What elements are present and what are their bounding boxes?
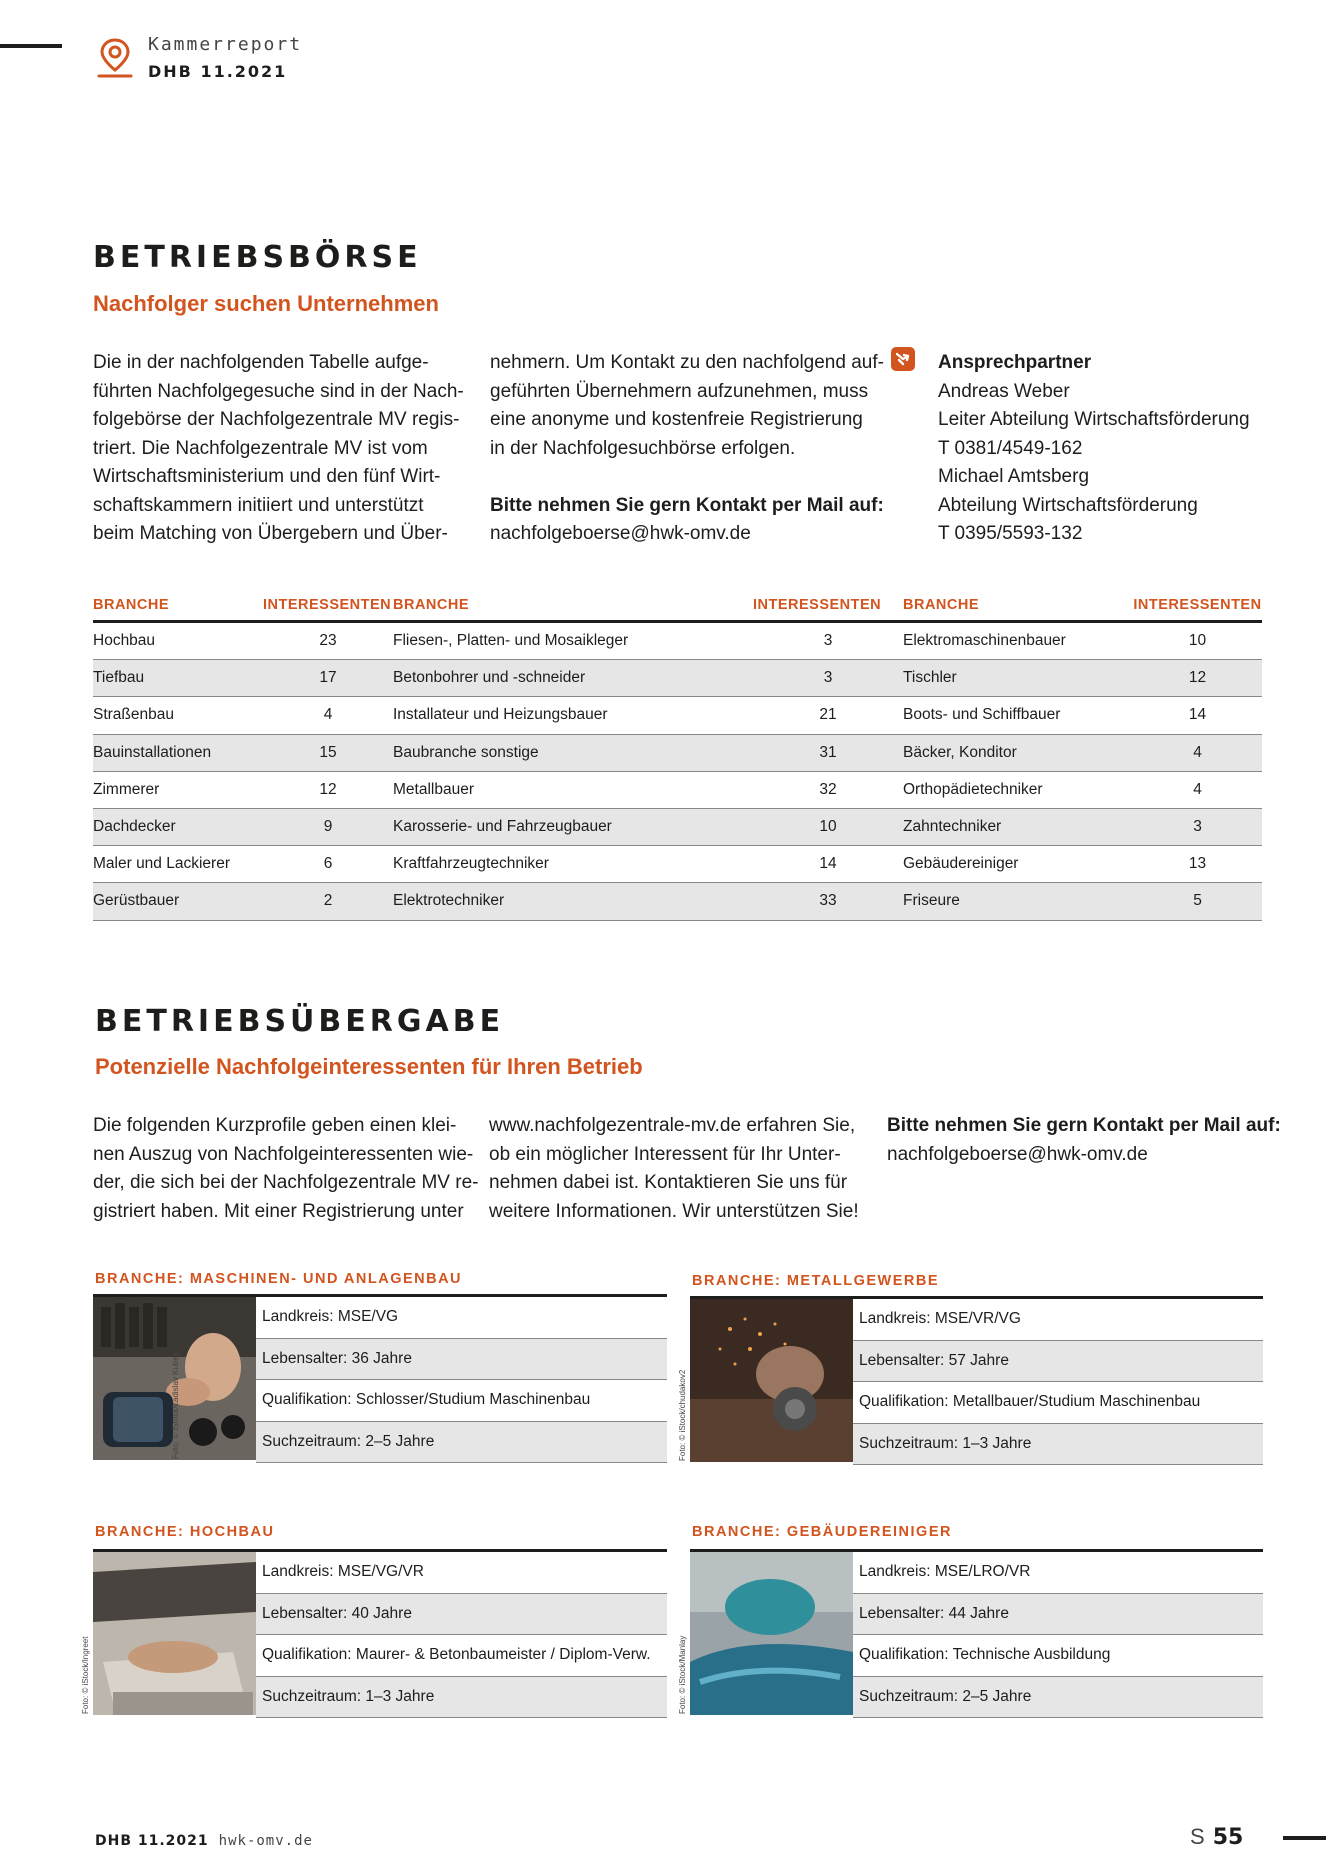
column-header: INTERESSENTEN [1133, 590, 1262, 622]
profiles-contact [887, 1112, 1281, 1169]
contact-line: T 0395/5593-132 [938, 523, 1083, 544]
column-header: INTERESSENTEN [263, 590, 393, 622]
column-header: INTERESSENTEN [753, 590, 903, 622]
interessenten-cell: 31 [753, 734, 903, 771]
table-row [93, 622, 1262, 660]
branche-cell: Gebäudereiniger [903, 846, 1133, 883]
branche-cell: Installateur und Heizungsbauer [393, 697, 753, 734]
profile-field: Landkreis: MSE/VR/VG [853, 1299, 1263, 1341]
branche-cell: Metallbauer [393, 771, 753, 808]
location-pin-icon [95, 36, 135, 80]
interessenten-cell: 10 [753, 808, 903, 845]
profile-branche: BRANCHE: HOCHBAU [95, 1524, 275, 1540]
magazine-issue: DHB 11.2021 [148, 62, 288, 81]
profile-field: Suchzeitraum: 1–3 Jahre [853, 1424, 1263, 1466]
contact-line: Abteilung Wirtschaftsförderung [938, 494, 1198, 516]
cleaning-photo [690, 1552, 853, 1715]
contact-line: Michael Amtsberg [938, 466, 1090, 487]
interessenten-cell: 3 [753, 660, 903, 697]
contact-line: Andreas Weber [938, 380, 1070, 402]
interessenten-cell: 12 [1133, 660, 1262, 697]
section-subtitle-betriebsuebergabe: Potenzielle Nachfolgeinteressenten für Ihren Betrieb [95, 1054, 643, 1079]
photo-credit: Foto: © iStock/Ingreet [81, 1636, 90, 1714]
branche-cell: Kraftfahrzeugtechniker [393, 846, 753, 883]
table-row [93, 771, 1262, 808]
interessenten-cell: 14 [1133, 697, 1262, 734]
branche-cell: Hochbau [93, 622, 263, 660]
table-row [93, 808, 1262, 845]
branche-cell: Friseure [903, 883, 1133, 920]
intro-column-2: nehmern. Um Kontakt zu den nachfolgend auf- geführten Übernehmern aufzunehmen, muss eine anonyme und kostenfreie Registrierung in der Nachfolgesuchbörse erfolgen. Bitte nehmen Sie gern Kontakt per Mail auf: nachfolgeboerse@hwk-omv.de [490, 349, 884, 549]
contact-email[interactable]: nachfolgeboerse@hwk-omv.de [490, 523, 751, 544]
column-header: BRANCHE [903, 590, 1133, 622]
photo-credit: Foto: © iStock/chudakov2 [678, 1369, 687, 1461]
interessenten-cell: 3 [753, 622, 903, 660]
branche-cell: Elektromaschinenbauer [903, 622, 1133, 660]
profile-field: Qualifikation: Metallbauer/Studium Maschinenbau [853, 1382, 1263, 1424]
section-title-betriebsboerse: BETRIEBSBÖRSE [93, 240, 422, 275]
interessenten-cell: 3 [1133, 808, 1262, 845]
arrow-right-icon [891, 347, 915, 371]
column-header: BRANCHE [393, 590, 753, 622]
bottom-rule [1283, 1836, 1326, 1840]
branche-cell: Baubranche sonstige [393, 734, 753, 771]
table-row [93, 660, 1262, 697]
branche-cell: Tischler [903, 660, 1133, 697]
profile-field: Qualifikation: Technische Ausbildung [853, 1635, 1263, 1677]
branche-table [93, 590, 1262, 921]
section-subtitle-betriebsboerse: Nachfolger suchen Unternehmen [93, 291, 439, 316]
branche-cell: Zimmerer [93, 771, 263, 808]
branche-cell: Maler und Lackierer [93, 846, 263, 883]
page-number: S 55 [1190, 1824, 1244, 1850]
interessenten-cell: 15 [263, 734, 393, 771]
table-row [93, 697, 1262, 734]
profile-field: Lebensalter: 44 Jahre [853, 1594, 1263, 1636]
interessenten-cell: 6 [263, 846, 393, 883]
footer-left [95, 1832, 313, 1849]
contact-line: Leiter Abteilung Wirtschaftsförderung [938, 409, 1250, 430]
contact-title: Ansprechpartner [938, 352, 1092, 373]
profile-card [678, 1296, 1263, 1462]
profiles-intro-column-2: www.nachfolgezentrale-mv.de erfahren Sie, ob ein möglicher Interessent für Ihr Unter- nehmen dabei ist. Kontaktieren Sie uns für weitere Informationen. Wir unterstützen Sie! [489, 1115, 859, 1222]
intro-column-1: Die in der nachfolgenden Tabelle aufge- führten Nachfolgegesuche sind in der Nach- folgebörse der Nachfolgezentrale MV regis- triert. Die Nachfolgezentrale MV ist vom Wirtschaftsministerium und den fünf Wirt- schaftskammern initiiert und unterstützt beim Matching von Übergebern und Über- [93, 352, 464, 544]
branche-cell: Orthopädietechniker [903, 771, 1133, 808]
branche-cell: Dachdecker [93, 808, 263, 845]
footer-url[interactable]: hwk-omv.de [218, 1833, 313, 1849]
profile-branche: BRANCHE: METALLGEWERBE [692, 1273, 939, 1289]
branche-cell: Elektrotechniker [393, 883, 753, 920]
interessenten-cell: 32 [753, 771, 903, 808]
metalwork-photo [690, 1299, 853, 1462]
table-row [93, 883, 1262, 920]
profile-field: Landkreis: MSE/VG [256, 1297, 667, 1339]
branche-cell: Gerüstbauer [93, 883, 263, 920]
branche-cell: Bauinstallationen [93, 734, 263, 771]
interessenten-cell: 14 [753, 846, 903, 883]
profile-field: Qualifikation: Maurer- & Betonbaumeister / Diplom-Verw. [256, 1635, 667, 1677]
profile-field: Qualifikation: Schlosser/Studium Maschinenbau [256, 1380, 667, 1422]
profile-branche: BRANCHE: GEBÄUDEREINIGER [692, 1524, 952, 1540]
interessenten-cell: 13 [1133, 846, 1262, 883]
masonry-photo [93, 1552, 256, 1715]
interessenten-cell: 5 [1133, 883, 1262, 920]
interessenten-cell: 33 [753, 883, 903, 920]
contact-box [938, 349, 1250, 549]
table-row [93, 734, 1262, 771]
profile-field: Lebensalter: 57 Jahre [853, 1341, 1263, 1383]
table-row [93, 846, 1262, 883]
interessenten-cell: 4 [1133, 734, 1262, 771]
branche-cell: Straßenbau [93, 697, 263, 734]
branche-cell: Tiefbau [93, 660, 263, 697]
branche-cell: Bäcker, Konditor [903, 734, 1133, 771]
profile-field: Suchzeitraum: 2–5 Jahre [853, 1677, 1263, 1719]
branche-cell: Zahntechniker [903, 808, 1133, 845]
interessenten-cell: 4 [1133, 771, 1262, 808]
interessenten-cell: 17 [263, 660, 393, 697]
profile-field: Suchzeitraum: 2–5 Jahre [256, 1422, 667, 1464]
branche-cell: Betonbohrer und -schneider [393, 660, 753, 697]
profile-field: Lebensalter: 36 Jahre [256, 1339, 667, 1381]
top-rule [0, 44, 62, 48]
profile-card [93, 1294, 667, 1460]
interessenten-cell: 23 [263, 622, 393, 660]
branche-cell: Karosserie- und Fahrzeugbauer [393, 808, 753, 845]
interessenten-cell: 9 [263, 808, 393, 845]
footer-issue: DHB 11.2021 [95, 1833, 209, 1849]
section-title-betriebsuebergabe: BETRIEBSÜBERGABE [95, 1004, 505, 1039]
branche-cell: Fliesen-, Platten- und Mosaikleger [393, 622, 753, 660]
profile-field: Landkreis: MSE/LRO/VR [853, 1552, 1263, 1594]
photo-credit: Foto: © iStock/Manlay [678, 1635, 687, 1714]
interessenten-cell: 12 [263, 771, 393, 808]
magazine-name: Kammerreport [148, 34, 303, 55]
photo-credit: Foto: © iStock/Ladislav Kubeš [171, 1352, 180, 1459]
column-header: BRANCHE [93, 590, 263, 622]
interessenten-cell: 4 [263, 697, 393, 734]
contact-email[interactable]: nachfolgeboerse@hwk-omv.de [887, 1143, 1148, 1165]
profile-card [81, 1549, 667, 1715]
contact-prompt: Bitte nehmen Sie gern Kontakt per Mail auf: [490, 494, 884, 516]
interessenten-cell: 21 [753, 697, 903, 734]
branche-cell: Boots- und Schiffbauer [903, 697, 1133, 734]
contact-prompt: Bitte nehmen Sie gern Kontakt per Mail auf: [887, 1115, 1281, 1136]
profile-field: Suchzeitraum: 1–3 Jahre [256, 1677, 667, 1719]
contact-line: T 0381/4549-162 [938, 437, 1083, 459]
interessenten-cell: 2 [263, 883, 393, 920]
profile-branche: BRANCHE: MASCHINEN- UND ANLAGENBAU [95, 1271, 463, 1287]
interessenten-cell: 10 [1133, 622, 1262, 660]
profile-card [678, 1549, 1263, 1715]
profile-field: Lebensalter: 40 Jahre [256, 1594, 667, 1636]
profile-field: Landkreis: MSE/VG/VR [256, 1552, 667, 1594]
profiles-intro-column-1: Die folgenden Kurzprofile geben einen klei- nen Auszug von Nachfolgeinteressenten wie- der, die sich bei der Nachfolgezentrale MV re- gistriert haben. Mit einer Registrierung unter [93, 1115, 479, 1222]
